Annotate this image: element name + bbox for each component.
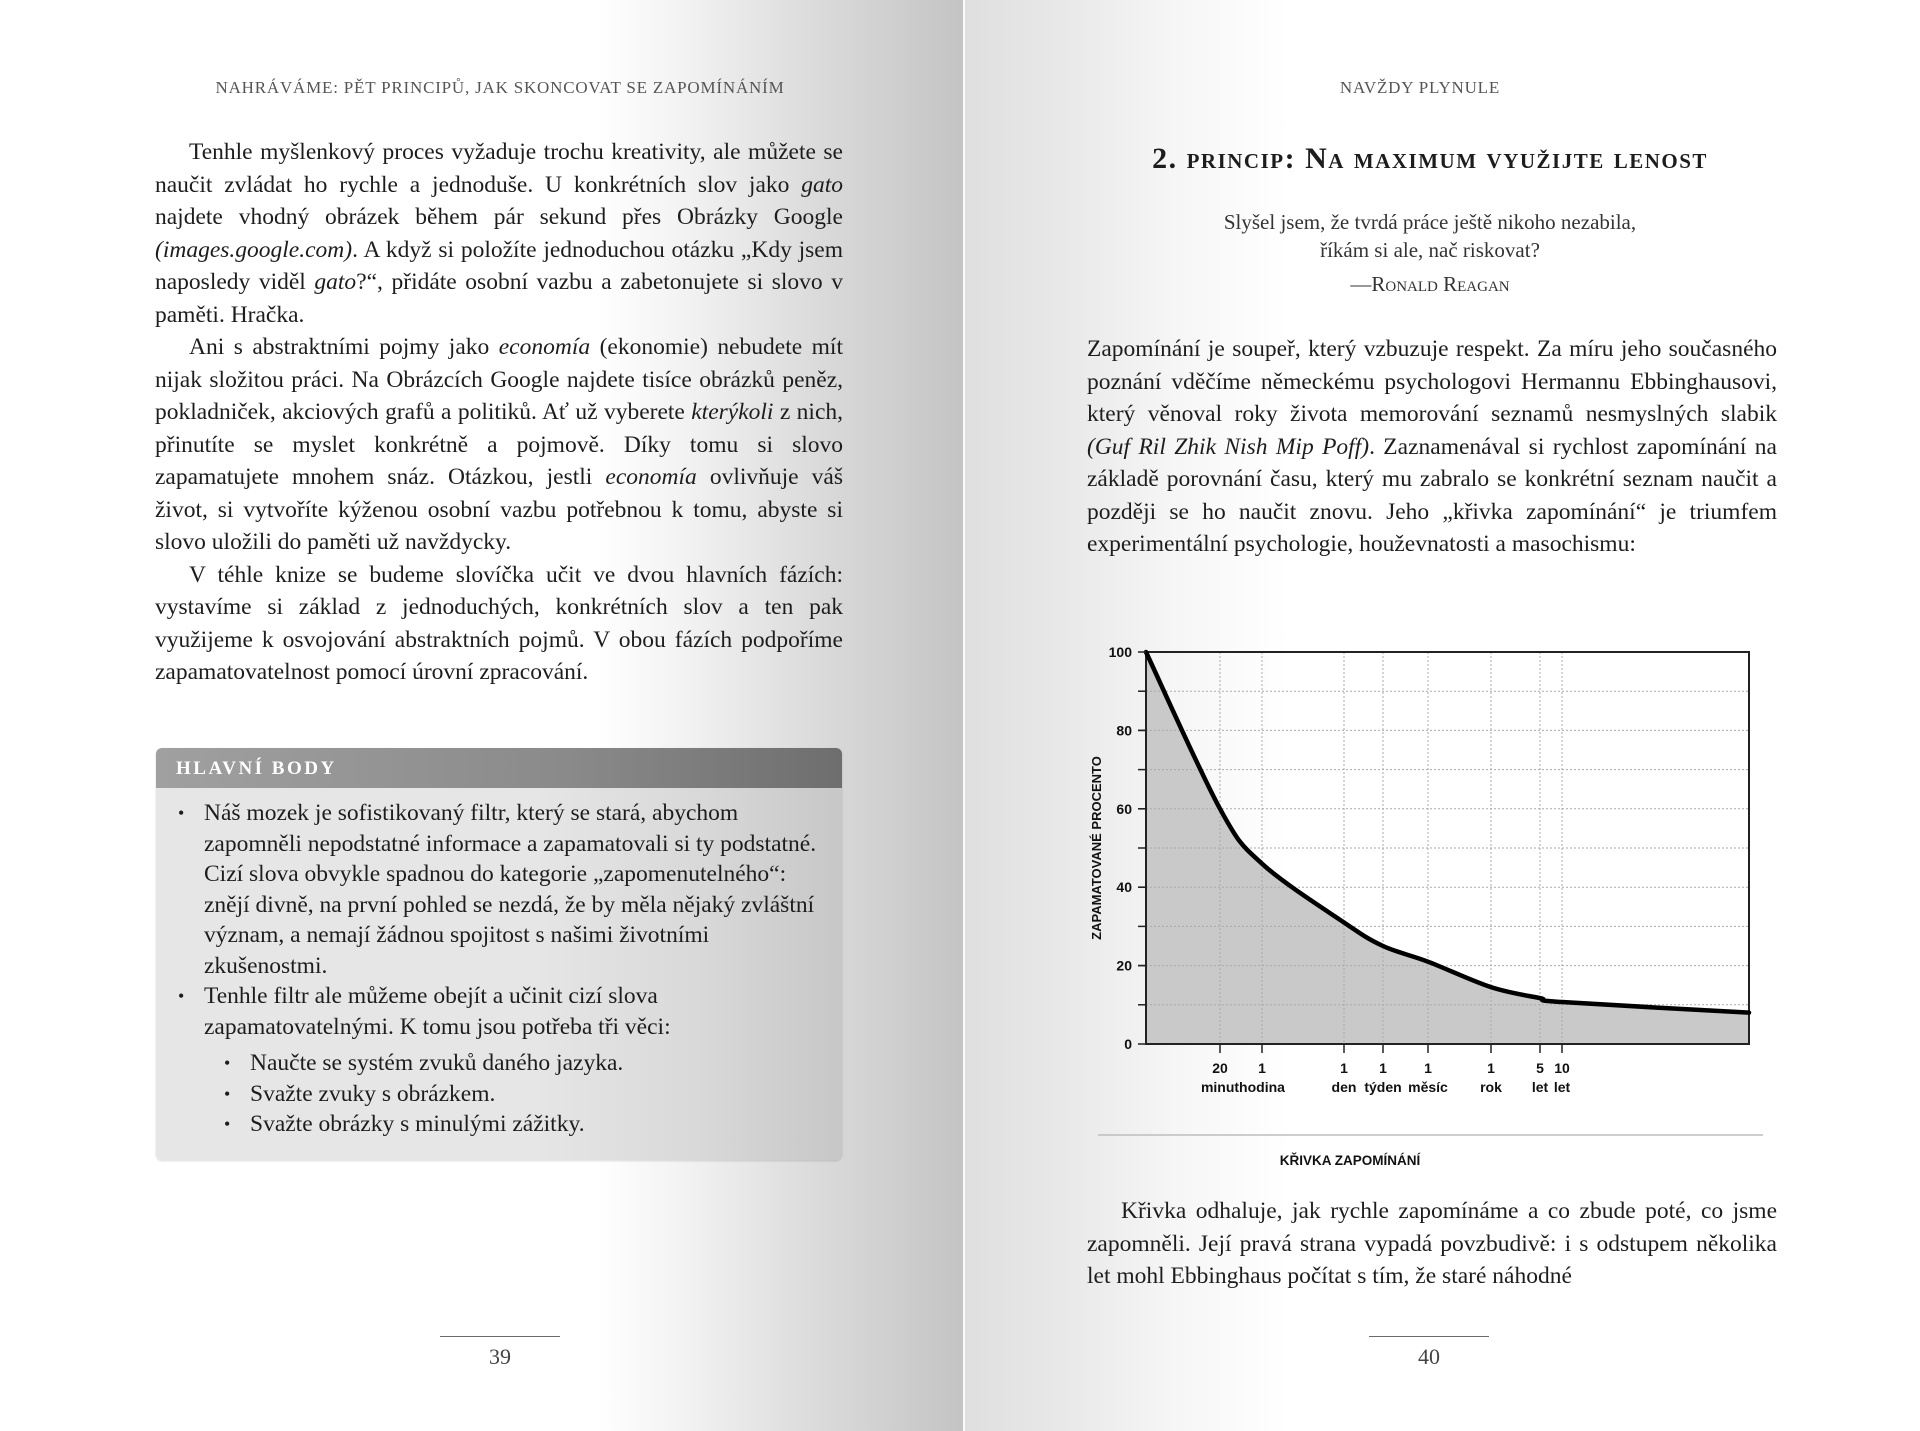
paragraph: Zapomínání je soupeř, který vzbuzuje respekt. Za míru jeho současného poznání vděčíme německému psychologovi Hermannu Ebbinghausovi, který věnoval roky života memorování seznamů nesmyslných slabik (Guf Ril Zhik Nish Mip Poff). Zaznamenával si rychlost zapomínání na základě porovnání času, který mu zabralo se konkrétní seznam naučit a později se ho naučit znovu. Jeho „křivka zapomínání“ je triumfem experimentální psychologie, houževnatosti a masochismu: (1087, 336, 1777, 557)
epigraph (1130, 208, 1730, 298)
key-point-subitem: • Naučte se systém zvuků daného jazyka. (222, 1048, 822, 1079)
key-point-item: • Náš mozek je sofistikovaný filtr, který se stará, abychom zapomněli nepodstatné informace a zapamatovali si ty podstatné. Cizí slova obvykle spadnou do kategorie „zapomenutelného“: znějí divně, na první pohled se nezdá, že by měla nějaký zvláštní význam, a nemají žádnou spojitost s našimi životními zkušenostmi. (176, 798, 822, 981)
svg-text:1: 1 (1258, 1060, 1266, 1076)
left-running-head: NAHRÁVÁME: PĚT PRINCIPŮ, JAK SKONCOVAT SE ZAPOMÍNÁNÍM (215, 78, 785, 97)
right-body-text-2 (1087, 1195, 1777, 1293)
paragraph: Ani s abstraktními pojmy jako economía (ekonomie) nebudete mít nijak složitou práci. Na Obrázcích Google najdete tisíce obrázků peněz, pokladniček, akciových grafů a politiků. Ať už vyberete kterýkoli z nich, přinutíte se myslet konkrétně a pojmově. Díky tomu si slovo zapamatujete mnohem snáz. Otázkou, jestli economía ovlivňuje váš život, si vytvoříte kýženou osobní vazbu potřebnou k tomu, abyste si slovo uložili do paměti už navždycky. (155, 334, 844, 555)
forgetting-curve-chart (1080, 640, 1800, 1180)
key-point-subitem: • Svažte obrázky s minulými zážitky. (222, 1109, 822, 1140)
svg-text:měsíc: měsíc (1408, 1079, 1448, 1095)
epigraph-attribution: —Ronald Reagan (1350, 272, 1510, 296)
key-points-list (156, 788, 842, 1140)
svg-text:1: 1 (1487, 1060, 1495, 1076)
svg-text:1: 1 (1424, 1060, 1432, 1076)
key-points-box (156, 748, 842, 1160)
svg-text:den: den (1331, 1079, 1357, 1095)
epigraph-line: Slyšel jsem, že tvrdá práce ještě nikoho nezabila, (1223, 210, 1637, 234)
book-spine (963, 0, 965, 1431)
folio-rule (1369, 1336, 1489, 1337)
svg-text:20: 20 (1212, 1060, 1228, 1076)
svg-text:40: 40 (1116, 879, 1132, 896)
left-body-text (155, 136, 843, 689)
key-point-item: • Tenhle filtr ale můžeme obejít a učinit cizí slova zapamatovatelnými. K tomu jsou potřeba tři věci: • Naučte se systém zvuků daného jazyka. • Svažte zvuky s obrázkem. • Svažte obrázky s minulými zážitky. (176, 981, 822, 1140)
svg-text:týden: týden (1364, 1079, 1402, 1095)
epigraph-line: říkám si ale, nač riskovat? (1320, 238, 1540, 262)
svg-text:hodina: hodina (1239, 1079, 1285, 1095)
chart-svg (1080, 640, 1800, 1180)
svg-text:ZAPAMATOVANÉ PROCENTO: ZAPAMATOVANÉ PROCENTO (1089, 756, 1104, 940)
right-running-head: NAVŽDY PLYNULE (1339, 78, 1501, 97)
svg-text:20: 20 (1116, 957, 1132, 974)
svg-text:5: 5 (1536, 1060, 1544, 1076)
paragraph: Tenhle myšlenkový proces vyžaduje trochu kreativity, ale můžete se naučit zvládat ho rychle a jednoduše. U konkrétních slov jako gato najdete vhodný obrázek během pár sekund přes Obrázky Google (images.google.com). A když si položíte jednoduchou otázku „Kdy jsem naposledy viděl gato?“, přidáte osobní vazbu a zabetonujete si slovo v paměti. Hračka. (155, 139, 843, 328)
svg-text:minut: minut (1200, 1079, 1240, 1095)
svg-text:let: let (1553, 1079, 1571, 1095)
svg-text:10: 10 (1554, 1060, 1570, 1076)
right-body-text (1087, 333, 1777, 561)
svg-text:rok: rok (1480, 1079, 1502, 1095)
key-points-title: HLAVNÍ BODY (156, 748, 842, 788)
svg-text:KŘIVKA ZAPOMÍNÁNÍ: KŘIVKA ZAPOMÍNÁNÍ (1279, 1153, 1421, 1168)
svg-text:100: 100 (1108, 644, 1132, 660)
svg-text:80: 80 (1116, 722, 1132, 739)
key-point-subitem: • Svažte zvuky s obrázkem. (222, 1079, 822, 1110)
paragraph: V téhle knize se budeme slovíčka učit ve dvou hlavních fázích: vystavíme si základ z jednoduchých, konkrétních slov a ten pak využijeme k osvojování abstraktních pojmů. V obou fázích podpoříme zapamatovatelnost pomocí úrovní zpracování. (155, 561, 843, 685)
page-number-right: 40 (1418, 1344, 1440, 1369)
svg-text:1: 1 (1379, 1060, 1387, 1076)
key-point-sublist (204, 1042, 822, 1140)
chapter-title: 2. princip: Na maximum využijte lenost (1152, 142, 1708, 175)
folio-rule (440, 1336, 560, 1337)
svg-text:let: let (1531, 1079, 1549, 1095)
svg-text:1: 1 (1340, 1060, 1348, 1076)
page-number-left: 39 (489, 1344, 511, 1369)
svg-text:60: 60 (1116, 800, 1132, 817)
paragraph: Křivka odhaluje, jak rychle zapomínáme a co zbude poté, co jsme zapomněli. Její pravá strana vypadá povzbudivě: i s odstupem několika let mohl Ebbinghaus počítat s tím, že staré náhodné (1087, 1198, 1777, 1289)
svg-text:0: 0 (1124, 1036, 1132, 1052)
